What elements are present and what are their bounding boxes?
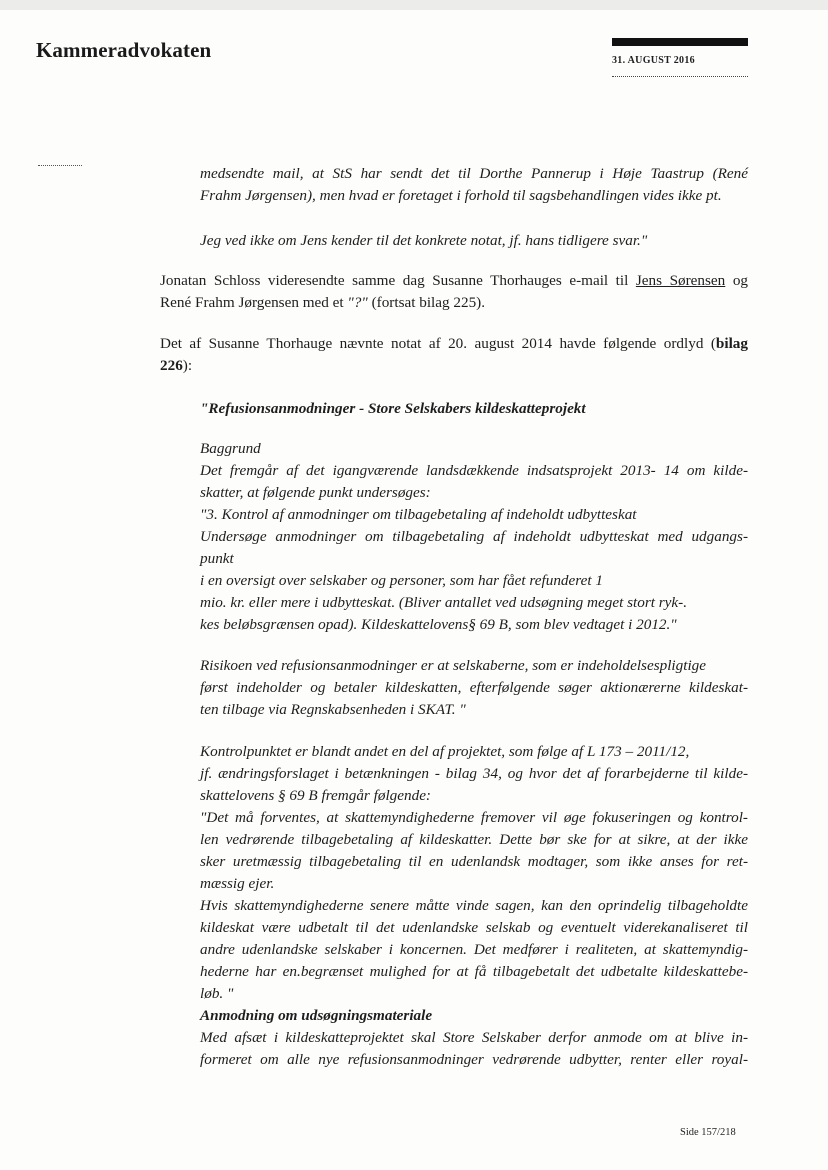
memo-line: skattelovens § 69 B fremgår følgende: — [200, 787, 431, 804]
memo-line: Hvis skattemyndighederne senere måtte vinde sagen, kan den oprindelig tilbageholdte — [200, 897, 748, 914]
memo-line: ten tilbage via Regnskabsenheden i SKAT. " — [200, 701, 466, 718]
memo-line: len vedrørende tilbagebetaling af kildeskatter. Dette bør ske for at sikre, at der ikke — [200, 831, 748, 848]
memo-line: "Det må forventes, at skattemyndighederne fremover vil øge fokuseringen og kontrol- — [200, 809, 748, 826]
memo-line: sker uretmæssig tilbagebetaling til en udenlandsk modtager, som ikke anses for ret- — [200, 853, 748, 870]
memo-line: Med afsæt i kildeskatteprojektet skal Store Selskaber derfor anmode om at blive in- — [200, 1029, 748, 1046]
quote-line: medsendte mail, at StS har sendt det til Dorthe Pannerup i Høje Taastrup (René — [200, 165, 748, 182]
memo-line: kes beløbsgrænsen opad). Kildeskattelovens§ 69 B, som blev vedtaget i 2012." — [200, 616, 677, 633]
memo-line: hederne har en.begrænset mulighed for at få tilbagebetalt det udbetalte kildeskattebe- — [200, 963, 748, 980]
memo-line: i en oversigt over selskaber og personer, som har fået refunderet 1 — [200, 572, 603, 589]
memo-line: skatter, at følgende punkt undersøges: — [200, 484, 431, 501]
memo-line: formeret om alle nye refusionsanmodninger vedrørende udbytter, renter eller royal- — [200, 1051, 748, 1068]
memo-line: først indeholder og betaler kildeskatten, efterfølgende søger aktionærerne kildeskat- — [200, 679, 748, 696]
paragraph-line: 226): — [160, 357, 193, 374]
header-date: 31. AUGUST 2016 — [612, 55, 695, 66]
paragraph-line: René Frahm Jørgensen med et "?" (fortsat bilag 225). — [160, 294, 486, 311]
memo-line: Det fremgår af det igangværende landsdækkende indsatsprojekt 2013- 14 om kilde- — [200, 462, 748, 479]
paragraph-line: Jonatan Schloss videresendte samme dag Susanne Thorhauges e-mail til Jens Sørensen og — [160, 272, 749, 289]
memo-line: jf. ændringsforslaget i betænkningen - bilag 34, og hvor det af forarbejderne til kilde- — [200, 765, 748, 782]
quote-line: Frahm Jørgensen), men hvad er foretaget i forhold til sagsbehandlingen vides ikke pt. — [200, 187, 722, 204]
memo-heading-anmodning: Anmodning om udsøgningsmateriale — [200, 1007, 433, 1024]
header-rule — [612, 38, 748, 46]
memo-line: Kontrolpunktet er blandt andet en del af projektet, som følge af L 173 – 2011/12, — [200, 743, 690, 760]
paragraph-line: Det af Susanne Thorhauge nævnte notat af 20. august 2014 havde følgende ordlyd (bilag — [160, 335, 748, 352]
person-link: Jens Sørensen — [635, 272, 726, 289]
memo-line: "3. Kontrol af anmodninger om tilbagebetaling af indeholdt udbytteskat — [200, 506, 637, 523]
memo-line: mæssig ejer. — [200, 875, 275, 892]
memo-line: kildeskat være udbetalt til det udenlandske selskab og eventuelt viderekanaliseret til — [200, 919, 748, 936]
memo-line: punkt — [200, 550, 234, 567]
memo-line: løb. " — [200, 985, 234, 1002]
memo-heading-baggrund: Baggrund — [200, 440, 261, 457]
scan-top-edge — [0, 0, 828, 10]
memo-title: "Refusionsanmodninger - Store Selskabers kildeskatteprojekt — [200, 400, 586, 417]
margin-dotted-line — [38, 165, 82, 166]
memo-line: Risikoen ved refusionsanmodninger er at selskaberne, som er indeholdelsespligtige — [200, 657, 707, 674]
brand-logo: Kammeradvokaten — [36, 38, 212, 62]
memo-line: mio. kr. eller mere i udbytteskat. (Bliver antallet ved udsøgning meget stort ryk-. — [200, 594, 688, 611]
quote-line: Jeg ved ikke om Jens kender til det konkrete notat, jf. hans tidligere svar." — [200, 232, 648, 249]
memo-line: Undersøge anmodninger om tilbagebetaling af indeholdt udbytteskat med udgangs- — [200, 528, 748, 545]
page-number: Side 157/218 — [680, 1127, 736, 1138]
header-dotted-line — [612, 76, 748, 77]
memo-line: andre udenlandske selskaber i koncernen. Det medfører i realiteten, at skattemyndig- — [200, 941, 748, 958]
